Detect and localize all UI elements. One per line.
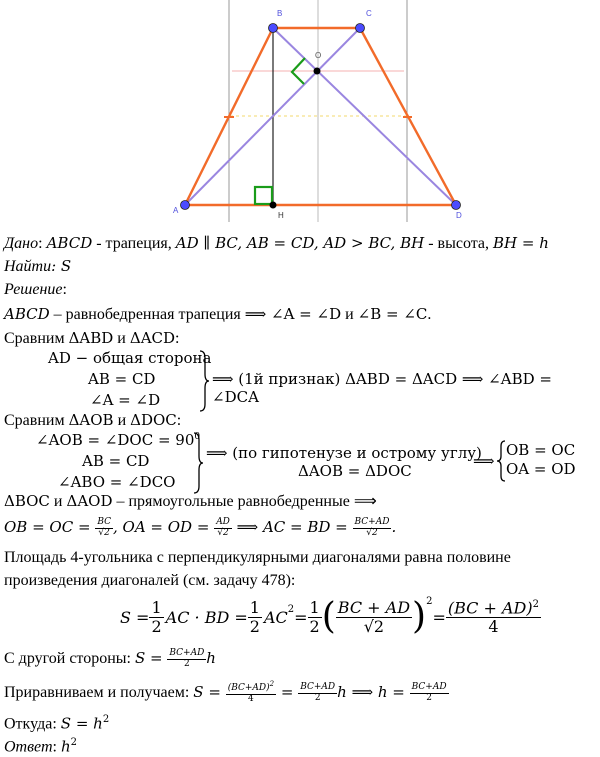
frac3-num: BC+AD bbox=[354, 516, 390, 527]
seg-ac: ⟹ AC = BD = bbox=[231, 518, 353, 536]
sys2-middle1: ⟹ (по гипотенузе и острому углу) bbox=[206, 444, 482, 462]
equate-frac1 bbox=[226, 681, 276, 705]
seg-oa: , OA = OD = bbox=[112, 518, 215, 536]
f-eq1: = bbox=[294, 607, 308, 627]
diagonal-bd bbox=[273, 28, 456, 205]
point-c bbox=[356, 24, 365, 33]
sys2-arrow: ⟹ bbox=[473, 452, 495, 470]
label-d: D bbox=[456, 211, 462, 220]
f-ac-sq: 2 bbox=[287, 604, 295, 615]
f-final-den: 4 bbox=[488, 616, 499, 636]
equate-n1: (BC+AD) bbox=[227, 683, 270, 694]
equate-eq: = bbox=[276, 683, 299, 701]
given-relations: AD ∥ BC, AB = CD, AD > BC, BH bbox=[175, 234, 425, 252]
point-o bbox=[314, 68, 321, 75]
label-h: H bbox=[278, 211, 284, 220]
para-line2: произведения диагоналей (см. задачу 478): bbox=[4, 572, 296, 589]
equate-frac1-num bbox=[226, 681, 276, 695]
label-c: C bbox=[366, 9, 372, 18]
rightiso-t2: ΔAOD bbox=[66, 492, 113, 510]
sys1-conclusion: ⟹ (1й признак) ΔABD = ΔACD ⟹ ∠ABD = ∠DCA bbox=[212, 370, 552, 406]
whence-text: Откуда: bbox=[4, 715, 61, 733]
answer-line bbox=[4, 733, 77, 757]
right-angle-h bbox=[255, 187, 272, 204]
sys1-brace bbox=[198, 350, 210, 412]
given-bh: BH = h bbox=[493, 234, 549, 252]
given-mid2: - высота, bbox=[424, 235, 494, 252]
sys2-degree: 0 bbox=[194, 432, 201, 442]
point-b bbox=[269, 24, 278, 33]
label-o: O bbox=[315, 51, 322, 60]
f-pow: 2 bbox=[426, 596, 433, 607]
compare1-and: и bbox=[113, 330, 130, 347]
f-half3 bbox=[308, 599, 322, 635]
equate-frac2-num: BC+AD bbox=[300, 681, 336, 692]
given-label: Дано bbox=[4, 235, 39, 252]
rightiso-line bbox=[4, 491, 377, 512]
equate-n1-sq: 2 bbox=[269, 680, 275, 689]
sys2-brace bbox=[192, 432, 204, 494]
frac2-num: AD bbox=[216, 516, 230, 527]
solution-label: Решение bbox=[4, 281, 63, 298]
point-h bbox=[270, 202, 277, 209]
frac-ad-sqrt2 bbox=[214, 518, 232, 539]
compare2-colon: : bbox=[176, 412, 182, 429]
sys2-row1 bbox=[36, 431, 200, 449]
equate-s: S = bbox=[193, 683, 226, 701]
f-final bbox=[446, 599, 541, 636]
equate-frac3-num: BC+AD bbox=[411, 681, 447, 692]
point-a bbox=[181, 201, 190, 210]
f-lparen: ( bbox=[321, 596, 336, 637]
f-half2-num: 1 bbox=[249, 597, 260, 617]
compare1-colon: : bbox=[175, 330, 180, 347]
label-b: B bbox=[277, 9, 283, 18]
frac2-den: √2 bbox=[217, 527, 229, 538]
line1-abcd: ABCD bbox=[4, 305, 50, 323]
f-half1-num: 1 bbox=[151, 597, 162, 617]
compare1-t2: ΔACD bbox=[129, 329, 176, 347]
equate-text: Приравниваем и получаем: bbox=[4, 684, 194, 701]
equate-frac3-den: 2 bbox=[426, 692, 432, 703]
seg-dot: . bbox=[391, 518, 397, 536]
f-inner bbox=[336, 599, 412, 635]
other-s: S = bbox=[134, 649, 168, 667]
compare2-t1: ΔAOB bbox=[68, 411, 114, 429]
line1-angles-bc: ∠B = ∠C bbox=[357, 305, 428, 323]
rightiso-text: – прямоугольные равнобедренные ⟹ bbox=[112, 493, 377, 510]
sys2-row3: ∠ABO = ∠DCO bbox=[58, 473, 176, 491]
other-side-line bbox=[4, 645, 216, 672]
find-label: Найти bbox=[4, 258, 52, 275]
seg-ob: OB = OC = bbox=[4, 518, 96, 536]
equate-frac2 bbox=[298, 683, 337, 704]
compare2-text: Сравним bbox=[4, 412, 69, 429]
f-acbd: AC · BD = bbox=[165, 607, 248, 627]
para-line1: Площадь 4-угольника с перпендикулярными диагоналями равна половине bbox=[4, 549, 511, 566]
answer-label: Ответ bbox=[4, 738, 53, 756]
frac-bc-sqrt2 bbox=[95, 518, 113, 539]
given-abcd: ABCD bbox=[46, 234, 93, 252]
equate-line bbox=[4, 678, 449, 707]
rightiso-and: и bbox=[49, 493, 67, 510]
segments-line bbox=[4, 514, 396, 541]
area-formula bbox=[120, 594, 541, 640]
label-a: A bbox=[173, 206, 179, 215]
other-text: С другой стороны: bbox=[4, 650, 135, 667]
whence-expr: S = h bbox=[60, 714, 103, 733]
f-half1 bbox=[149, 599, 163, 635]
frac-sum-sqrt2 bbox=[353, 518, 392, 539]
given-colon: : bbox=[38, 235, 47, 252]
solution-colon: : bbox=[62, 281, 67, 298]
line1-dot: . bbox=[427, 306, 432, 323]
f-half3-num: 1 bbox=[309, 597, 320, 617]
f-s: S = bbox=[120, 607, 150, 627]
f-final-num bbox=[446, 599, 541, 618]
sys2-out2: OA = OD bbox=[506, 460, 576, 478]
line1-text: – равнобедренная трапеция bbox=[49, 306, 245, 323]
sys2-row1-text: ∠AOB = ∠DOC = 90 bbox=[36, 431, 195, 449]
compare2-and: и bbox=[113, 412, 131, 429]
f-rparen: ) bbox=[412, 596, 427, 637]
compare1-text: Сравним bbox=[4, 330, 69, 347]
equate-frac1-den: 4 bbox=[248, 694, 254, 705]
sys2-row2: AB = CD bbox=[82, 452, 150, 470]
sys1-row2: AB = CD bbox=[88, 370, 156, 388]
point-d bbox=[452, 201, 461, 210]
compare1-line bbox=[4, 328, 179, 349]
solution-line bbox=[4, 280, 67, 300]
given-line bbox=[4, 233, 549, 254]
f-half1-den: 2 bbox=[151, 616, 162, 636]
frac3-den: √2 bbox=[366, 527, 378, 538]
find-line bbox=[4, 256, 71, 277]
equate-mid: h ⟹ h = bbox=[337, 683, 410, 701]
frac1-den: √2 bbox=[98, 527, 110, 538]
sys2-out1: OB = OC bbox=[506, 441, 576, 459]
f-eq2: = bbox=[432, 607, 446, 627]
frac1-num: BC bbox=[97, 516, 111, 527]
whence-sq: 2 bbox=[102, 714, 110, 725]
answer-h: h bbox=[60, 737, 71, 756]
f-final-pow: 2 bbox=[532, 598, 539, 610]
other-frac bbox=[167, 649, 206, 670]
find-value: : S bbox=[51, 257, 72, 275]
isosceles-line bbox=[4, 304, 431, 325]
rightiso-t1: ΔBOC bbox=[4, 492, 50, 510]
equate-frac2-den: 2 bbox=[314, 692, 321, 703]
f-inner-den: √2 bbox=[363, 616, 385, 636]
answer-sq: 2 bbox=[70, 737, 77, 748]
compare2-t2: ΔDOC bbox=[130, 411, 177, 429]
f-half2-den: 2 bbox=[249, 616, 260, 636]
sys2-left-brace bbox=[496, 440, 506, 482]
line1-and: и bbox=[341, 306, 358, 323]
given-mid: - трапеция, bbox=[92, 235, 176, 252]
sys1-row3: ∠A = ∠D bbox=[90, 391, 161, 409]
other-frac-den: 2 bbox=[183, 658, 190, 669]
compare2-line bbox=[4, 410, 181, 431]
answer-colon: : bbox=[52, 738, 61, 756]
f-inner-num: BC + AD bbox=[337, 597, 411, 617]
equate-frac3 bbox=[410, 683, 449, 704]
other-h: h bbox=[206, 649, 216, 667]
f-ac: AC bbox=[263, 607, 288, 627]
trapezoid-figure bbox=[0, 0, 600, 222]
whence-line bbox=[4, 710, 109, 734]
sys1-row1: AD − общая сторона bbox=[48, 349, 212, 367]
other-frac-num: BC+AD bbox=[169, 647, 205, 658]
compare1-t1: ΔABD bbox=[68, 329, 114, 347]
line1-angles-ad: ⟹ ∠A = ∠D bbox=[244, 305, 342, 323]
sys2-middle2: ΔAOB = ΔDOC bbox=[298, 462, 412, 480]
f-final-num-text: (BC + AD) bbox=[447, 598, 533, 618]
f-half3-den: 2 bbox=[309, 616, 320, 636]
f-half2 bbox=[248, 599, 262, 635]
